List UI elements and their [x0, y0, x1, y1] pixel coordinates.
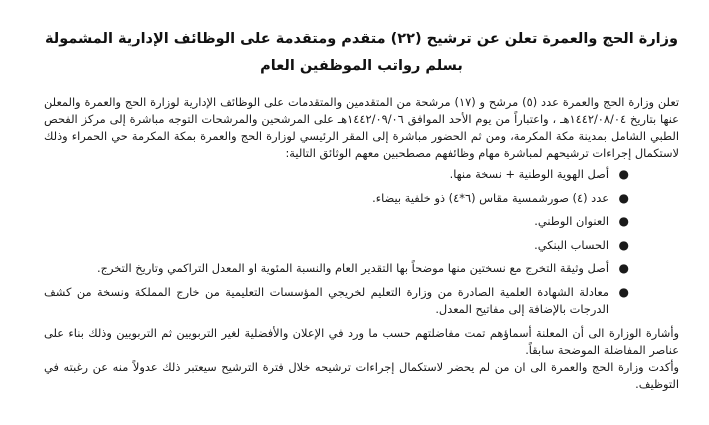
- list-item: [44, 237, 629, 254]
- list-item: [44, 190, 629, 207]
- closing-paragraph-deadline: وأكدت وزارة الحج والعمرة الى ان من لم يحضر لاستكمال إجراءات ترشيحه خلال فترة الترشيح سيعتبر ذلك عدولاً منه عن رغبته في التوظيف.: [44, 359, 679, 391]
- title-line-1: وزارة الحج والعمرة تعلن عن ترشيح (٢٢) متقدم ومتقدمة على الوظائف الإدارية المشمولة: [45, 31, 678, 47]
- bullet-icon: ●: [618, 214, 629, 229]
- page-title: [44, 26, 679, 80]
- required-documents-list: [44, 166, 679, 318]
- closing-paragraph-ranking: وأشارة الوزارة الى أن المعلنة أسماؤهم تمت مفاضلتهم حسب ما ورد في الإعلان والأفضلية لغير التربويين ثم التربويين وذلك بناء على عناصر المفاضلة الموضحة سابقاً.: [44, 325, 679, 357]
- bullet-icon: ●: [618, 237, 629, 252]
- intro-paragraph: تعلن وزارة الحج والعمرة عدد (٥) مرشح و (١٧) مرشحة من المتقدمين والمتقدمات على الوظائف الإدارية لوزارة الحج والعمرة والمعلن عنها بتاريخ ١٤٤٢/٠٨/٠٤هـ ، واعتباراً من يوم الأحد الموافق ١٤٤٢/٠٩/٠٦هـ على المرشحين والمرشحات التوجه مباشرة إلى مركز الفحص الطبي الشامل بمدينة مكة المكرمة، ومن ثم الحضور مباشرة إلى المقر الرئيسي لوزارة الحج والعمرة بمكة المكرمة حي الحمراء وذلك لاستكمال إجراءات ترشيحهم لمباشرة مهام وظائفهم مصطحبين معهم الوثائق التالية:: [44, 95, 679, 160]
- list-item-text: أصل وثيقة التخرج مع نسختين منها موضحاً بها التقدير العام والنسبة المئوية او المعدل التراكمي وتاريخ التخرج.: [97, 261, 609, 276]
- list-item-text: معادلة الشهادة العلمية الصادرة من وزارة التعليم لخريجي المؤسسات التعليمية من خارج المملكة ونسخة من كشف الدرجات بالإضافة إلى مفاتيح المعدل.: [44, 284, 609, 316]
- bullet-icon: ●: [618, 284, 629, 299]
- list-item: [44, 213, 629, 230]
- list-item: [44, 260, 629, 277]
- list-item: [44, 166, 629, 183]
- bullet-icon: ●: [618, 190, 629, 205]
- bullet-icon: ●: [618, 261, 629, 276]
- list-item-text: عدد (٤) صورشمسية مقاس (٦*٤) ذو خلفية بيضاء.: [372, 190, 609, 205]
- bullet-icon: ●: [618, 167, 629, 181]
- announcement-body: [44, 94, 679, 393]
- list-item: [44, 284, 629, 318]
- title-line-2: بسلم رواتب الموظفين العام: [260, 58, 463, 74]
- list-item-text: الحساب البنكي.: [534, 237, 609, 252]
- list-item-text: العنوان الوطني.: [534, 214, 609, 229]
- list-item-text: أصل الهوية الوطنية + نسخة منها.: [449, 167, 609, 181]
